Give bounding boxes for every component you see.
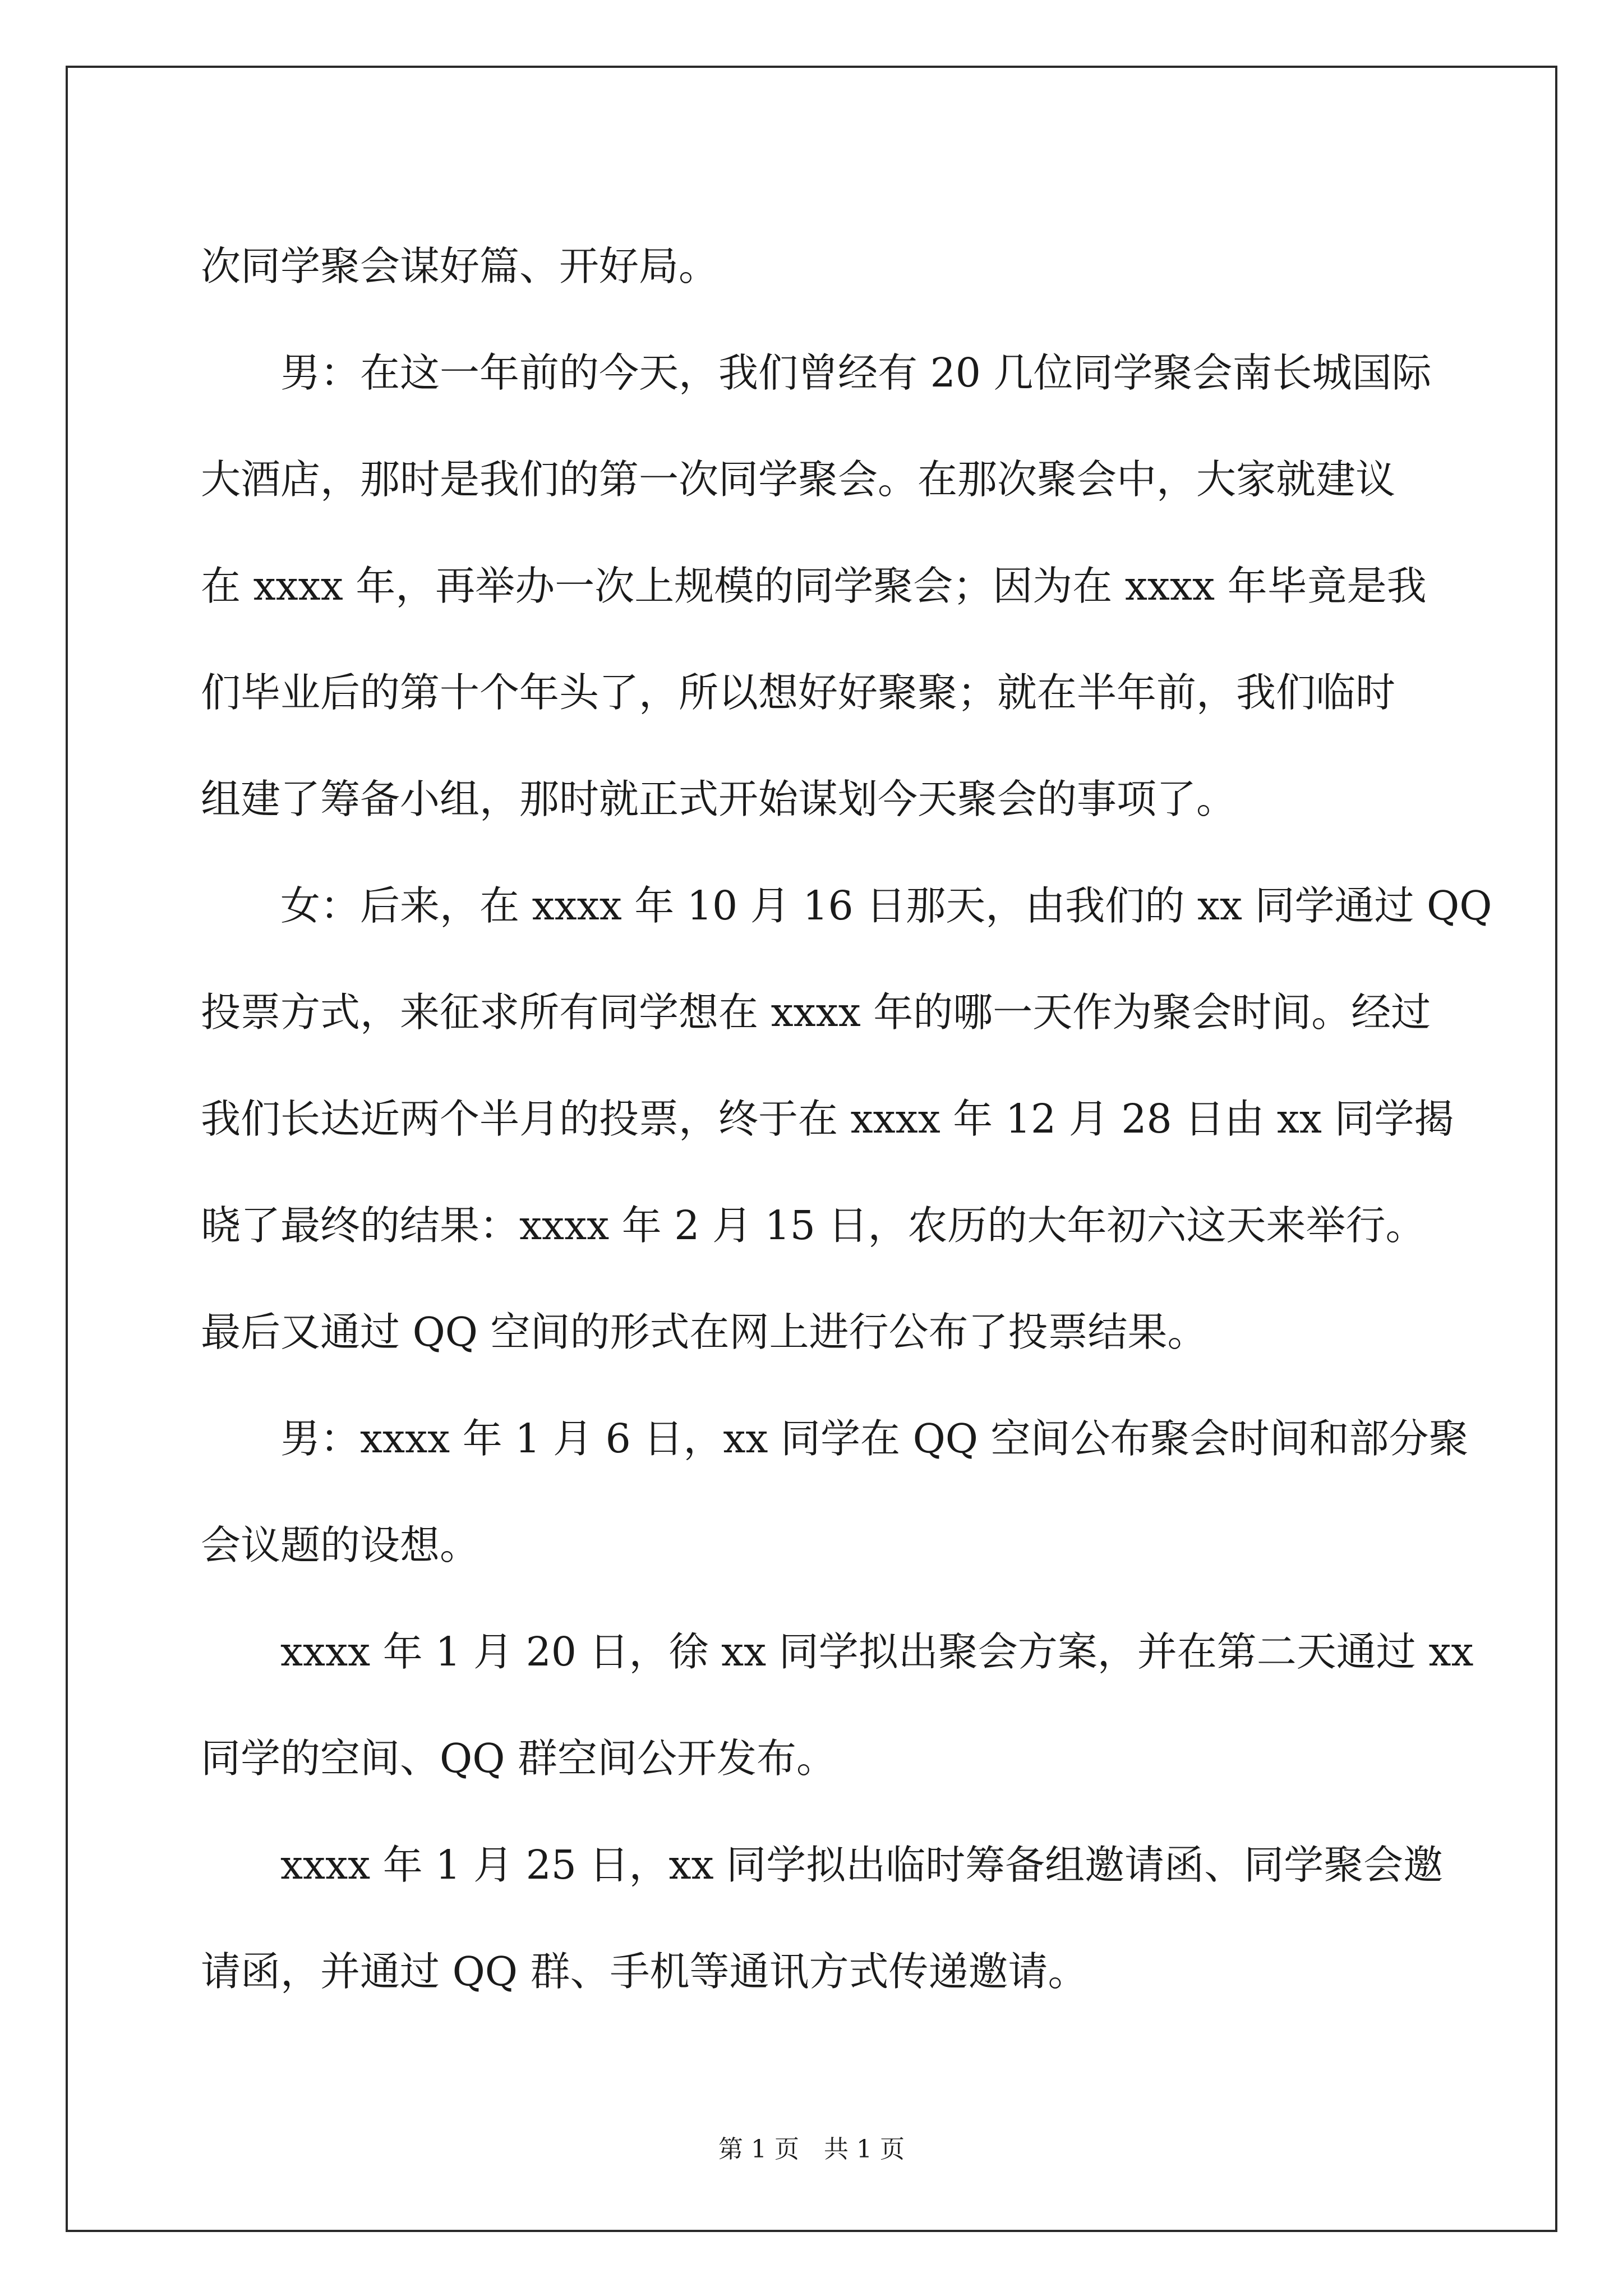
- text-line: 请函，并通过 QQ 群、手机等通讯方式传递邀请。: [201, 1948, 1088, 1995]
- text-line: 次同学聚会谋好篇、开好局。: [201, 243, 719, 289]
- page-number-total: 共 1 页: [824, 2135, 905, 2164]
- text-line: 晓了最终的结果：xxxx 年 2 月 15 日，农历的大年初六这天来举行。: [201, 1202, 1426, 1249]
- page-footer: [0, 2129, 1623, 2165]
- text-line: 男：xxxx 年 1 月 6 日，xx 同学在 QQ 空间公布聚会时间和部分聚: [280, 1415, 1469, 1462]
- text-line: xxxx 年 1 月 25 日，xx 同学拟出临时筹备组邀请函、同学聚会邀: [280, 1842, 1444, 1888]
- text-line: 女：后来，在 xxxx 年 10 月 16 日那天，由我们的 xx 同学通过 QQ: [280, 882, 1492, 929]
- text-line: 投票方式，来征求所有同学想在 xxxx 年的哪一天作为聚会时间。经过: [201, 989, 1431, 1036]
- document-body: [201, 213, 1492, 2025]
- text-line: 组建了筹备小组，那时就正式开始谋划今天聚会的事项了。: [201, 776, 1237, 822]
- text-line: 我们长达近两个半月的投票，终于在 xxxx 年 12 月 28 日由 xx 同学揭: [201, 1096, 1454, 1142]
- text-line: 最后又通过 QQ 空间的形式在网上进行公布了投票结果。: [201, 1309, 1207, 1355]
- text-line: 男：在这一年前的今天，我们曾经有 20 几位同学聚会南长城国际: [280, 349, 1432, 396]
- text-line: 在 xxxx 年，再举办一次上规模的同学聚会；因为在 xxxx 年毕竟是我: [201, 563, 1427, 609]
- text-line: 大酒店，那时是我们的第一次同学聚会。在那次聚会中，大家就建议: [201, 456, 1396, 503]
- text-line: 会议题的设想。: [201, 1522, 480, 1568]
- text-line: xxxx 年 1 月 20 日，徐 xx 同学拟出聚会方案，并在第二天通过 xx: [280, 1628, 1474, 1675]
- text-line: 们毕业后的第十个年头了，所以想好好聚聚；就在半年前，我们临时: [201, 669, 1396, 716]
- text-line: 同学的空间、QQ 群空间公开发布。: [201, 1735, 836, 1782]
- page-number-current: 第 1 页: [718, 2135, 799, 2164]
